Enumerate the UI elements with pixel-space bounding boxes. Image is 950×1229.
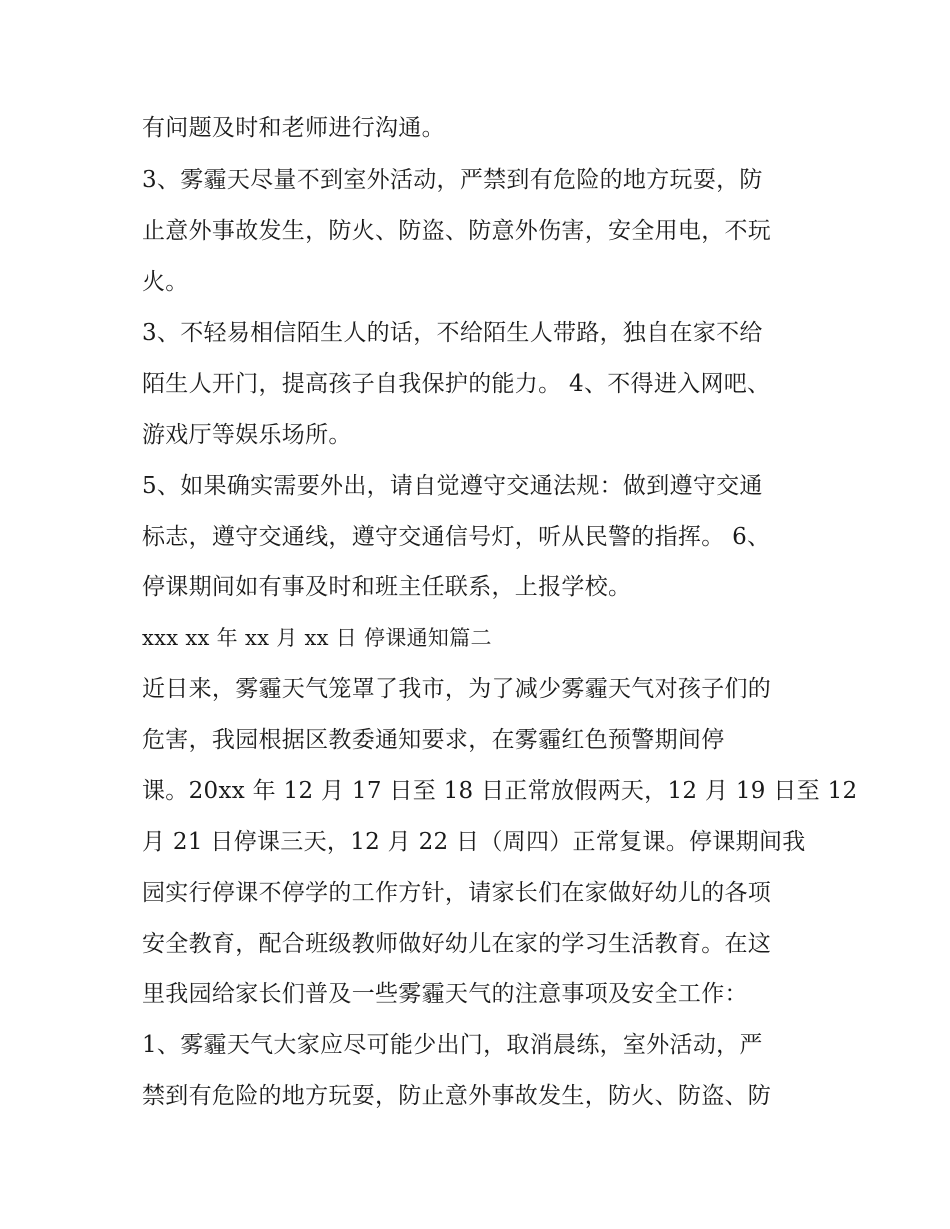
text-line: 火。 xyxy=(142,269,189,295)
text-line: 1、雾霾天气大家应尽可能少出门，取消晨练，室外活动，严 xyxy=(142,1032,763,1058)
text-line: 止意外事故发生，防火、防盗、防意外伤害，安全用电，不玩 xyxy=(142,218,772,244)
text-line: 陌生人开门，提高孩子自我保护的能力。 4、不得进入网吧、 xyxy=(142,371,771,397)
section-title: xxx xx 年 xx 月 xx 日 停课通知篇二 xyxy=(142,626,492,650)
text-line: 课。20xx 年 12 月 17 日至 18 日正常放假两天，12 月 19 日至 12 xyxy=(142,778,858,804)
text-line: 3、雾霾天尽量不到室外活动，严禁到有危险的地方玩耍，防 xyxy=(142,167,763,193)
text-line: 3、不轻易相信陌生人的话，不给陌生人带路，独自在家不给 xyxy=(142,320,763,346)
text-line: 里我园给家长们普及一些雾霾天气的注意事项及安全工作： xyxy=(142,981,748,1007)
text-line: 安全教育，配合班级教师做好幼儿在家的学习生活教育。在这 xyxy=(142,931,772,957)
text-line: 5、如果确实需要外出，请自觉遵守交通法规：做到遵守交通 xyxy=(142,473,763,499)
text-line: 游戏厅等娱乐场所。 xyxy=(142,422,352,448)
text-line: 有问题及时和老师进行沟通。 xyxy=(142,115,445,141)
text-line: 标志，遵守交通线，遵守交通信号灯，听从民警的指挥。 6、 xyxy=(142,524,771,550)
text-line: 近日来，雾霾天气笼罩了我市，为了减少雾霾天气对孩子们的 xyxy=(142,676,772,702)
text-line: 园实行停课不停学的工作方针，请家长们在家做好幼儿的各项 xyxy=(142,880,772,906)
text-line: 停课期间如有事及时和班主任联系，上报学校。 xyxy=(142,574,632,600)
text-line: 危害，我园根据区教委通知要求，在雾霾红色预警期间停 xyxy=(142,727,725,753)
text-line: 月 21 日停课三天，12 月 22 日（周四）正常复课。停课期间我 xyxy=(142,829,806,855)
text-line: 禁到有危险的地方玩耍，防止意外事故发生，防火、防盗、防 xyxy=(142,1083,772,1109)
